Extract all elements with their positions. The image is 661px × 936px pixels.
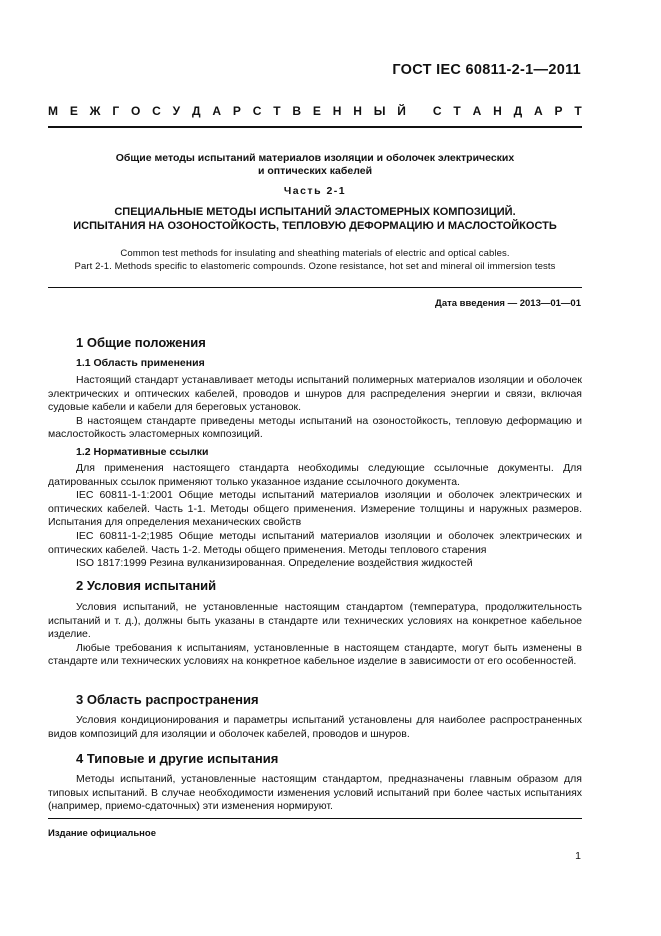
title-rule bbox=[48, 287, 582, 288]
section-1-1-text bbox=[48, 374, 582, 442]
section-2-text bbox=[48, 601, 582, 669]
section-4-heading: 4 Типовые и другие испытания bbox=[76, 751, 279, 766]
heading-letter: С bbox=[432, 104, 442, 118]
heading-letter: Г bbox=[112, 104, 120, 118]
part-label: Часть 2-1 bbox=[283, 185, 347, 197]
heading-letter: Й bbox=[397, 104, 406, 118]
heading-letter: Н bbox=[332, 104, 342, 118]
paragraph: Методы испытаний, установленные настоящим стандартом, предназначены главным образом для типовых испытаний. В случае необходимости изменения условий испытаний при более частых испытаниях (например, приемо-сдаточных) эти изменения нормируют. bbox=[48, 773, 582, 813]
special-title bbox=[48, 205, 582, 233]
section-3-text bbox=[48, 714, 582, 741]
heading-letter: С bbox=[252, 104, 262, 118]
heading-letter: У bbox=[172, 104, 181, 118]
heading-letter: Д bbox=[513, 104, 523, 118]
special-title-line-1: СПЕЦИАЛЬНЫЕ МЕТОДЫ ИСПЫТАНИЙ ЭЛАСТОМЕРНЫХ КОМПОЗИЦИЙ. bbox=[114, 206, 516, 218]
heading-letter: С bbox=[152, 104, 161, 118]
paragraph: Настоящий стандарт устанавливает методы испытаний полимерных материалов изоляции и оболочек электрических и оптических кабелей, проводов и шнуров для распределения энергии и связи, включая судовые кабели и кабели для береговых установок. bbox=[48, 374, 582, 414]
official-edition-label: Издание официальное bbox=[48, 828, 156, 839]
heading-letter: Т bbox=[453, 104, 461, 118]
heading-letter bbox=[418, 104, 421, 118]
section-4-text bbox=[48, 773, 582, 814]
heading-letter: О bbox=[131, 104, 141, 118]
section-1-2-text bbox=[48, 462, 582, 571]
heading-letter: А bbox=[472, 104, 482, 118]
general-title-line-2: и оптических кабелей bbox=[257, 165, 373, 177]
gost-designation: ГОСТ IEC 60811-2-1—2011 bbox=[392, 62, 581, 78]
heading-letter: Е bbox=[312, 104, 321, 118]
general-title-line-1: Общие методы испытаний материалов изоляции и оболочек электрических bbox=[115, 152, 515, 164]
heading-letter: Д bbox=[191, 104, 201, 118]
reference-iec-60811-1-1: IEC 60811-1-1:2001 Общие методы испытаний материалов изоляции и оболочек электрических и оптических кабелей. Часть 1-1. Методы общего применения. Измерение толщины и наружных размеров. Испытания для определения механических свойств bbox=[48, 489, 582, 529]
heading-letter: А bbox=[212, 104, 222, 118]
reference-iec-60811-1-2: IEC 60811-1-2;1985 Общие методы испытаний материалов изоляции и оболочек электрических и оптических кабелей. Часть 1-2. Методы общего применения. Методы теплового старения bbox=[48, 529, 582, 556]
heading-letter: Т bbox=[574, 104, 582, 118]
paragraph: Условия кондиционирования и параметры испытаний установлены для наиболее распространенных видов композиций для изоляции и оболочек кабелей, проводов и шнуров. bbox=[48, 714, 582, 740]
interstate-standard-heading bbox=[48, 104, 582, 118]
section-2-heading: 2 Условия испытаний bbox=[76, 578, 217, 593]
heading-letter: Н bbox=[353, 104, 362, 118]
paragraph: В настоящем стандарте приведены методы испытаний на озоностойкость, тепловую деформацию и маслостойкость эластомерных композиций. bbox=[48, 414, 582, 441]
heading-letter: В bbox=[292, 104, 302, 118]
footer-rule bbox=[48, 818, 582, 819]
general-title bbox=[48, 152, 582, 178]
heading-letter: Ы bbox=[373, 104, 386, 118]
heading-letter: Р bbox=[554, 104, 563, 118]
paragraph: Для применения настоящего стандарта необходимы следующие ссылочные документы. Для датированных ссылок применяют только указанное издание ссылочного документа. bbox=[48, 462, 582, 488]
heading-letter: А bbox=[533, 104, 543, 118]
paragraph: Любые требования к испытаниям, установленные в настоящем стандарте, могут быть изменены в стандарте или технических условиях на конкретное кабельное изделие в зависимости от его особенностей. bbox=[48, 641, 582, 668]
date-of-introduction: Дата введения — 2013—01—01 bbox=[435, 298, 581, 309]
heading-letter: Т bbox=[273, 104, 281, 118]
english-title-line-1: Common test methods for insulating and sheathing materials of electric and optical cables. bbox=[120, 248, 510, 259]
english-title-line-2: Part 2-1. Methods specific to elastomeric compounds. Ozone resistance, hot set and mineral oil immersion tests bbox=[74, 261, 556, 272]
english-title bbox=[48, 247, 582, 273]
page-number: 1 bbox=[575, 850, 581, 862]
section-1-heading: 1 Общие положения bbox=[76, 335, 206, 350]
heading-letter: Ж bbox=[89, 104, 101, 118]
section-1-2-heading: 1.2 Нормативные ссылки bbox=[76, 446, 209, 458]
header-rule bbox=[48, 126, 582, 128]
heading-letter: Н bbox=[493, 104, 502, 118]
heading-letter: М bbox=[48, 104, 58, 118]
special-title-line-2: ИСПЫТАНИЯ НА ОЗОНОСТОЙКОСТЬ, ТЕПЛОВУЮ ДЕФОРМАЦИЮ И МАСЛОСТОЙКОСТЬ bbox=[73, 220, 557, 232]
heading-letter: Р bbox=[232, 104, 241, 118]
heading-letter: Е bbox=[69, 104, 78, 118]
paragraph: Условия испытаний, не установленные настоящим стандартом (температура, продолжительность испытаний и т. д.), должны быть указаны в стандарте или технических условиях на конкретное кабельное изделие. bbox=[48, 601, 582, 641]
reference-iso-1817: ISO 1817:1999 Резина вулканизированная. Определение воздействия жидкостей bbox=[76, 557, 473, 570]
section-3-heading: 3 Область распространения bbox=[76, 692, 259, 707]
section-1-1-heading: 1.1 Область применения bbox=[76, 357, 205, 369]
